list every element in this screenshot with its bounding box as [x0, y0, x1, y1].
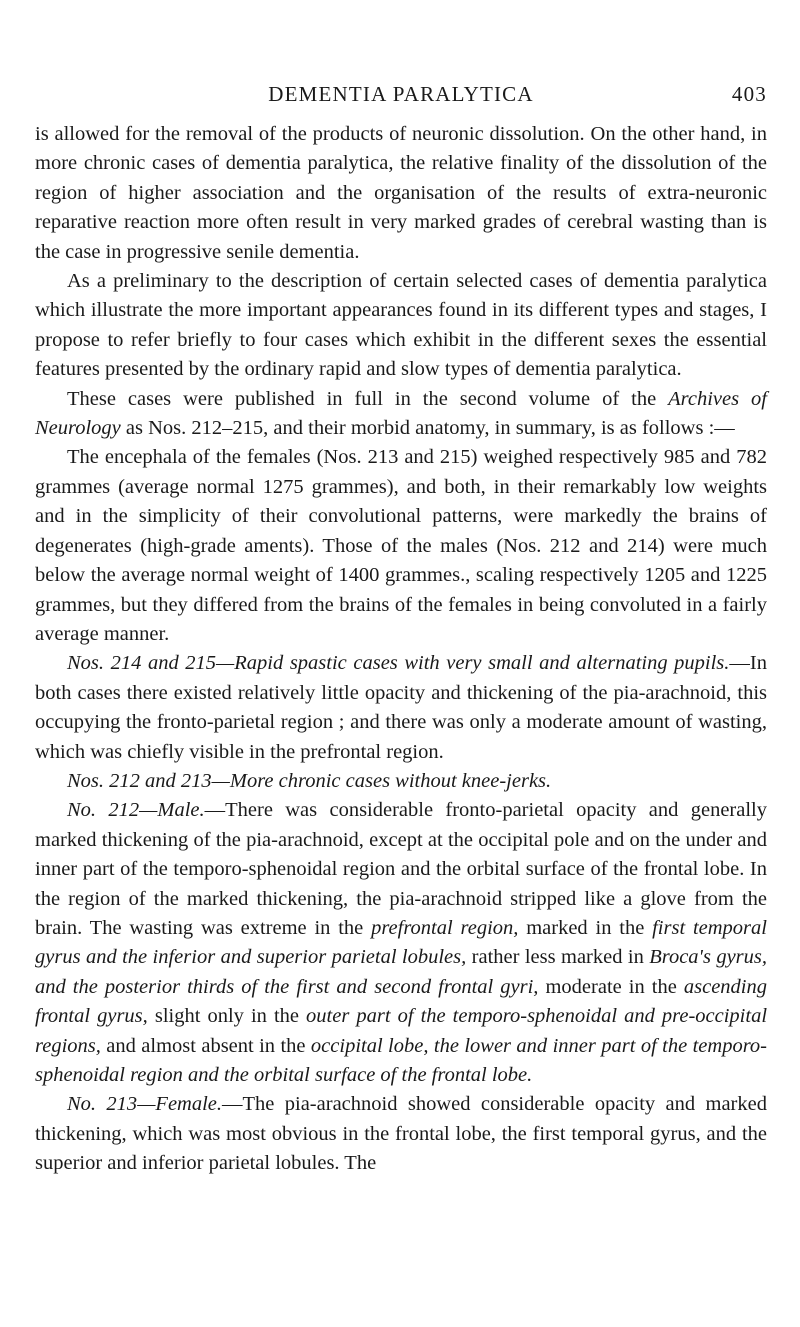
paragraph-preliminary: As a preliminary to the description of certain selected cases of dementia paralytica which illustrate the more important appearances found in its different types and stages, I propose to refer briefly to four cases which exhibit in the different sexes the essential features presented by the ordinary rapid and slow types of dementia paralytica. — [35, 270, 767, 381]
paragraph-no-213 — [35, 1090, 767, 1178]
page-header — [35, 82, 767, 120]
paragraph-publication — [35, 385, 767, 444]
case-heading: 213 — [175, 769, 212, 792]
case-heading: Nos. 214 — [67, 652, 148, 675]
case-heading: Nos. 212 — [67, 769, 146, 792]
paragraph-nos-214-215 — [35, 649, 767, 767]
case-heading: No. 212 — [67, 799, 140, 822]
paragraph-text: —There was considerable fronto-parietal opacity and generally marked thickening of the pia-arachnoid, except at the occipital pole and on the under and inner part of the temporo-sphenoidal region and the orbital surface of the frontal lobe. In the region of the marked thickening, the pia-arachnoid stripped like a glove from the brain. The wasting was extreme in the — [35, 799, 767, 939]
case-heading: and — [145, 769, 176, 792]
paragraph-text: These cases were published in full in the second volume of the — [67, 387, 669, 410]
paragraph-nos-212-213 — [35, 767, 767, 796]
paragraph-text: marked in the — [518, 916, 653, 939]
page-number: 403 — [731, 82, 767, 106]
book-page — [35, 82, 767, 1179]
paragraph-text: slight only in the — [147, 1005, 307, 1028]
journal-title: Archives of Neurology — [35, 387, 767, 440]
paragraph-continuation: is allowed for the removal of the products of neuronic dissolution. On the other hand, in more chronic cases of dementia paralytica, the relative finality of the dissolution of the region of higher association and the organisation of the results of extra-neuronic reparative reaction more often result in very marked grades of cerebral wasting than is the case in progressive senile dementia. — [35, 123, 767, 263]
paragraph-text: and almost absent in the — [100, 1034, 311, 1057]
running-head: DEMENTIA PARALYTICA — [268, 82, 534, 106]
region-term: ascending frontal gyrus, — [35, 975, 767, 1028]
paragraph-text: —The pia-arachnoid showed considerable opacity and marked thickening, which was most obvious in the frontal lobe, the first temporal gyrus, and the superior and inferior parietal lobules. The — [35, 1093, 767, 1175]
case-heading: 215 — [178, 652, 217, 675]
region-term: occipital lobe, the lower and inner part of the temporo-sphenoidal region and the orbital surface of the frontal lobe. — [35, 1034, 768, 1086]
region-term: outer part of the temporo-sphenoidal and pre-occipital regions, — [35, 1005, 768, 1057]
body-text — [35, 120, 767, 1179]
region-term: first temporal gyrus and the inferior and superior parietal lobules, — [35, 916, 767, 969]
region-term: prefrontal region, — [371, 916, 519, 939]
paragraph-text: moderate in the — [538, 975, 684, 998]
case-sex: —Male. — [139, 799, 205, 822]
paragraph-text: rather less marked in — [466, 946, 650, 969]
case-heading: No. 213 — [67, 1093, 138, 1116]
paragraph-text: —In both cases there existed relatively little opacity and thickening of the pia-arachnoid, this occupying the fronto-parietal region ; and there was only a moderate amount of wasting, which was chiefly visible in the prefrontal region. — [35, 652, 767, 763]
paragraph-no-212 — [35, 796, 767, 1090]
region-term: Broca's gyrus, and the posterior thirds of the first and second frontal gyri, — [35, 946, 767, 998]
paragraph-encephala: The encephala of the females (Nos. 213 and 215) weighed respectively 985 and 782 grammes (average normal 1275 grammes), and both, in their remarkably low weights and in the simplicity of their convolutional patterns, were markedly the brains of degenerates (high-grade aments). Those of the males (Nos. 212 and 214) were much below the average normal weight of 1400 grammes., scaling respectively 1205 and 1225 grammes, but they differed from the brains of the females in being convoluted in a fairly average manner. — [35, 446, 767, 645]
case-subtitle: —Rapid spastic cases with very small and alternating pupils. — [216, 652, 730, 675]
case-sex: —Female. — [137, 1093, 223, 1116]
case-subtitle: —More chronic cases without knee-jerks. — [211, 769, 552, 792]
paragraph-text: as Nos. 212–215, and their morbid anatomy, in summary, is as follows :— — [120, 417, 735, 440]
case-heading: and — [147, 652, 179, 675]
